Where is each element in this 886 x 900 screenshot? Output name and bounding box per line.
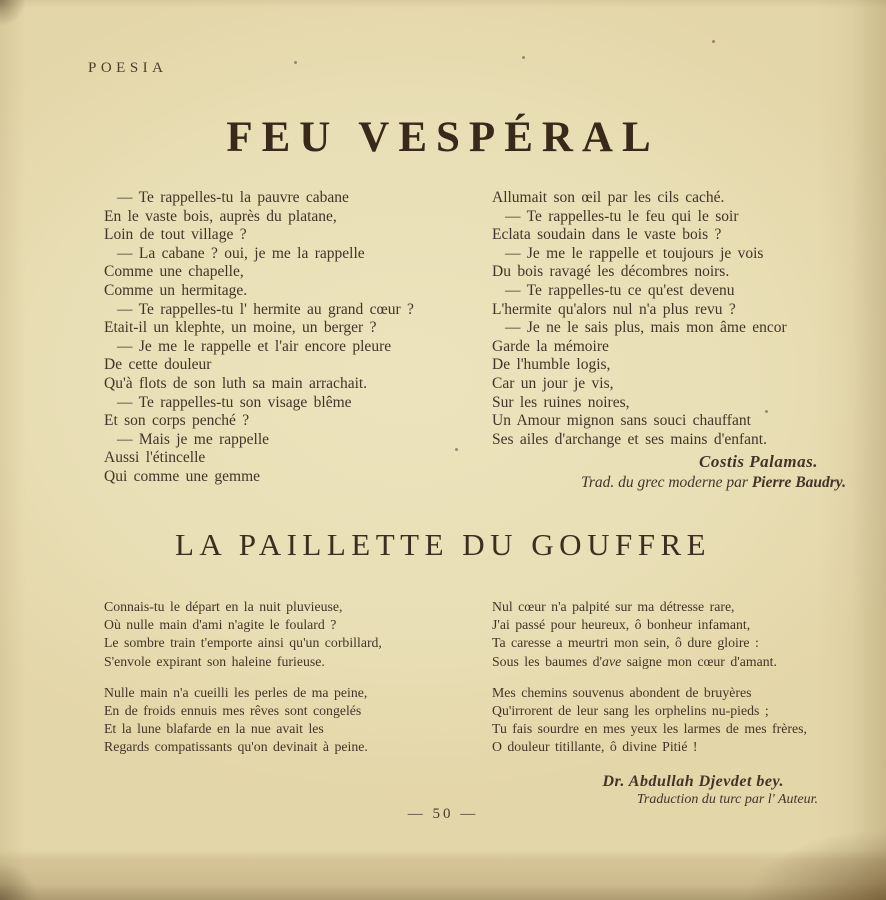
poem1-right-line: Ses ailes d'archange et ses mains d'enfant. (492, 430, 767, 448)
poem1-title: FEU VESPÉRAL (226, 114, 660, 161)
poem1-right-line: Un Amour mignon sans souci chauffant (492, 412, 751, 430)
poem1-left-line: — La cabane ? oui, je me la rappelle (117, 244, 365, 262)
poem1-left-line: Qui comme une gemme (104, 467, 260, 485)
poem1-right-line: Eclata soudain dans le vaste bois ? (492, 226, 722, 244)
poem1-right-line: Sur les ruines noires, (492, 393, 630, 411)
poem1-right-line: — Te rappelles-tu le feu qui le soir (505, 207, 739, 225)
poem2-left-line: En de froids ennuis mes rêves sont congelés (104, 703, 362, 719)
scan-speck (712, 40, 715, 43)
poem1-right-line: De l'humble logis, (492, 356, 611, 374)
poem2-right-line: Nul cœur n'a palpité sur ma détresse rare, (492, 599, 735, 614)
scan-speck (765, 410, 768, 413)
poem1-left-line: Et son corps penché ? (104, 412, 250, 430)
poem1-left-column (104, 189, 456, 487)
poem2-title: LA PAILLETTE DU GOUFFRE (174, 527, 712, 562)
poem2-right-line: J'ai passé pour heureux, ô bonheur infamant, (492, 617, 751, 633)
poem1-right-line: Garde la mémoire (492, 337, 609, 355)
poem2-right-stanza1 (492, 598, 848, 671)
poem1-left-line: — Te rappelles-tu l' hermite au grand cœur ? (117, 300, 414, 318)
poem1-left-line: — Te rappelles-tu la pauvre cabane (117, 189, 349, 206)
poem1-right-line: — Je ne le sais plus, mais mon âme encor (505, 319, 787, 337)
poem1-left-line: — Je me le rappelle et l'air encore pleure (117, 337, 392, 355)
poem2-left-line: Où nulle main d'ami n'agite le foulard ? (104, 617, 337, 633)
poem2-left-line: Et la lune blafarde en la nue avait les (104, 721, 324, 737)
poem1-translator: Pierre Baudry. (751, 474, 846, 492)
poem1-left-line: Etait-il un klephte, un moine, un berger ? (104, 319, 377, 337)
poem2-right-line: Qu'irrorent de leur sang les orphelins nu-pieds ; (492, 703, 769, 719)
poem2-right-line: Tu fais sourdre en mes yeux les larmes de mes frères, (492, 721, 807, 737)
poem1-right-line: — Te rappelles-tu ce qu'est devenu (505, 281, 735, 299)
scan-speck (455, 448, 458, 451)
poem1-left-line: En le vaste bois, auprès du platane, (104, 207, 337, 225)
poem1-author: Costis Palamas. (699, 452, 818, 472)
poem1-right-line: Allumait son œil par les cils caché. (492, 189, 725, 206)
poem2-right-line: O douleur titillante, ô divine Pitié ! (492, 739, 698, 755)
poem1-right-line: — Je me le rappelle et toujours je vois (505, 244, 764, 262)
poem2-right-column (492, 598, 848, 808)
page-number: — 50 — (407, 806, 479, 822)
poem1-right-column (492, 189, 848, 492)
poem1-left-line: Loin de tout village ? (104, 226, 247, 244)
scan-speck (522, 56, 525, 59)
poem1-right-line: Car un jour je vis, (492, 374, 614, 392)
poem1-right-line: L'hermite qu'alors nul n'a plus revu ? (492, 300, 736, 318)
poem1-left-line: Comme une chapelle, (104, 263, 244, 281)
poem1-left-line: Comme un hermitage. (104, 281, 248, 299)
poem1-left-line: Aussi l'étincelle (104, 449, 206, 467)
poem2-right-line: Ta caresse a meurtri mon sein, ô dure gloire : (492, 635, 759, 651)
scan-speck (294, 61, 297, 64)
poem1-left-line: — Mais je me rappelle (117, 430, 270, 448)
poem2-left-line: Connais-tu le départ en la nuit pluvieuse, (104, 599, 343, 614)
poem1-right-line: Du bois ravagé les décombres noirs. (492, 263, 730, 281)
poem1-left-line: Qu'à flots de son luth sa main arrachait. (104, 374, 368, 392)
poem1-left-line: De cette douleur (104, 356, 212, 374)
poem2-left-stanza2 (104, 684, 456, 757)
poem2-author: Dr. Abdullah Djevdet bey. (602, 772, 784, 790)
poem2-left-stanza1 (104, 598, 456, 671)
poem1-left-line: — Te rappelles-tu son visage blême (117, 393, 352, 411)
poem1-right-lines (492, 189, 848, 449)
poem2-left-column (104, 598, 456, 757)
running-head: POESIA (88, 60, 168, 76)
poem2-right-line: Sous les baumes d'ave saigne mon cœur d'amant. (492, 653, 777, 669)
poem2-right-stanza2 (492, 684, 848, 757)
poem2-translation-note: Traduction du turc par l' Auteur. (636, 791, 818, 807)
poem2-left-line: Nulle main n'a cueilli les perles de ma peine, (104, 684, 368, 700)
poem1-translation-note (492, 474, 848, 492)
poem2-left-line: Le sombre train t'emporte ainsi qu'un corbillard, (104, 635, 382, 651)
poem2-left-line: Regards compatissants qu'on devinait à peine. (104, 739, 368, 755)
poem2-left-line: S'envole expirant son haleine furieuse. (104, 653, 325, 669)
poem1-translation-prefix: Trad. du grec moderne par (581, 474, 752, 492)
poem2-right-line: Mes chemins souvenus abondent de bruyères (492, 684, 752, 700)
